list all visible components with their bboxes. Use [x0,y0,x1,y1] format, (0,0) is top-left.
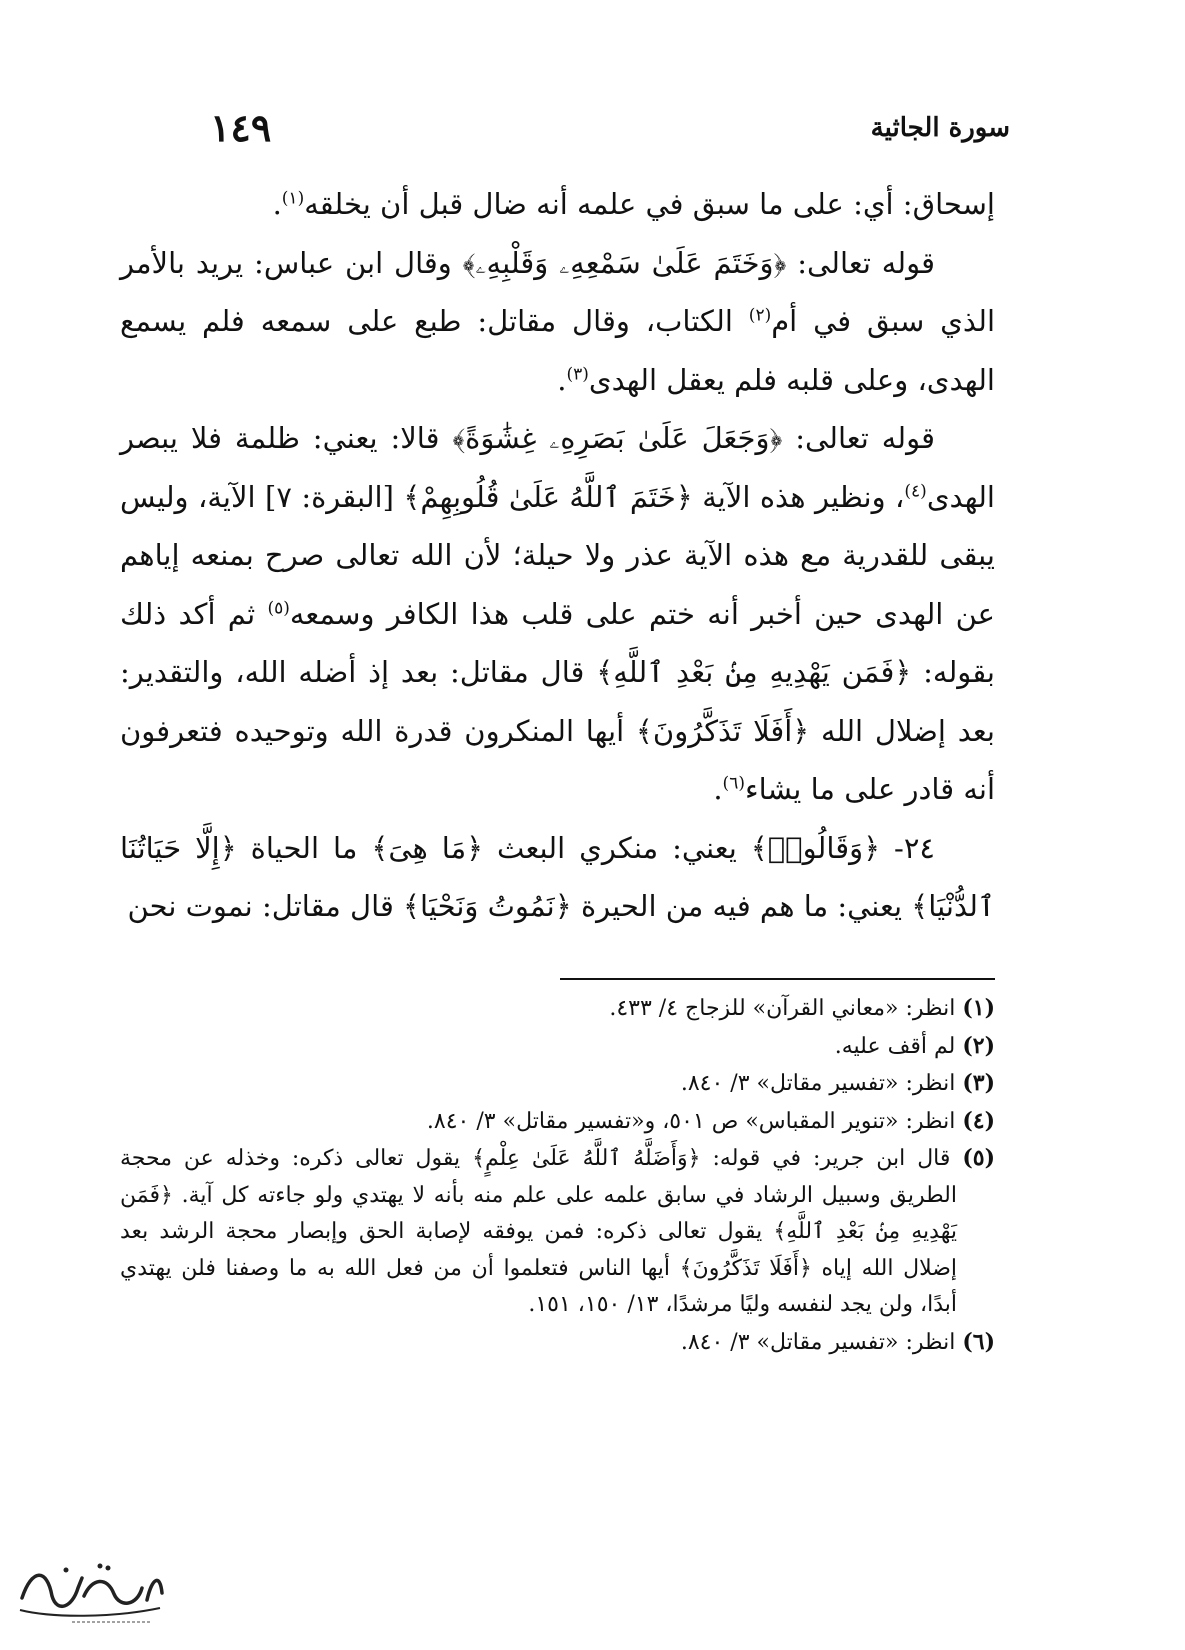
text-segment: ٢٤- ﴿وَقَالُوا۟﴾ يعني: منكري البعث ﴿مَا هِىَ﴾ ما الحياة ﴿إِلَّا حَيَاتُنَا ٱلدُّنْيَا﴾ يعني: ما هم فيه من الحيرة ﴿نَمُوتُ وَنَحْيَا﴾ قال مقاتل: نموت نحن [120,830,995,923]
footnote-text: انظر: «معاني القرآن» للزجاج ٤/ ٤٣٣. [609,996,956,1021]
footnote-number: (٦) [962,1328,995,1355]
page-number: ١٤٩ [210,105,272,150]
footnote-5 [120,1140,995,1324]
text-segment: الكتاب، وقال مقاتل: طبع على سمعه فلم يسمع الهدى، وعلى قلبه فلم يعقل الهدى [120,304,995,397]
footnote-number: (٥) [962,1145,995,1171]
footnote-number: (١) [962,995,995,1021]
footnote-text: لم أقف عليه. [834,1033,956,1059]
footnote-marker: (٣) [566,363,589,384]
footnote-marker: (٤) [904,480,927,501]
footnote-4 [120,1103,995,1141]
paragraph-3: قوله تعالى: ﴿وَجَعَلَ عَلَىٰ بَصَرِهِۦ غِشَٰوَةً﴾ قالا: يعني: ظلمة فلا يبصر الهدى$^{(٤)}$، ونظير هذه الآية ﴿خَتَمَ ٱللَّهُ عَلَىٰ قُلُوبِهِمْ﴾ [البقرة: ٧] الآية، وليس يبقى للقدرية مع هذه الآية عذر ولا حيلة؛ لأن الله تعالى صرح بمنعه إياهم عن الهدى حين أخبر أنه ختم على قلب هذا الكافر وسمعه$^{(٥)}$ ثم أكد ذلك بقوله: ﴿فَمَن يَهْدِيهِ مِنۢ بَعْدِ ٱللَّهِ﴾ قال مقاتل: بعد إذ أضله الله، والتقدير: بعد إضلال الله ﴿أَفَلَا تَذَكَّرُونَ﴾ أيها المنكرون قدرة الله وتوحيده فتعرفون أنه قادر على ما يشاء$^{(٦)}$. [120,421,995,806]
footnote-marker: (٦) [722,773,745,794]
paragraph-2: قوله تعالى: ﴿وَخَتَمَ عَلَىٰ سَمْعِهِۦ وَقَلْبِهِۦ﴾ وقال ابن عباس: يريد بالأمر الذي سبق في أم$^{(٢)}$ الكتاب، وقال مقاتل: طبع على سمعه فلم يسمع الهدى، وعلى قلبه فلم يعقل الهدى$^{(٣)}$. [120,245,995,397]
footnote-text: انظر: «تفسير مقاتل» ٣/ ٨٤٠. [680,1329,956,1355]
surah-title: سورة الجاثية [870,113,1010,143]
text-segment: ، ونظير هذه الآية ﴿خَتَمَ ٱللَّهُ عَلَىٰ قُلُوبِهِمْ﴾ [البقرة: ٧] الآية، وليس يبقى للقدرية مع هذه الآية عذر ولا حيلة؛ لأن الله تعالى صرح بمنعه إياهم عن الهدى حين أخبر أنه ختم على قلب هذا الكافر وسمعه [120,479,995,631]
text-segment: إسحاق: أي: على ما سبق في علمه أنه ضال قبل أن يخلقه [304,187,995,221]
footnote-text: قال ابن جرير: في قوله: ﴿وَأَضَلَّهُ ٱللَّهُ عَلَىٰ عِلْمٍ﴾ يقول تعالى ذكره: وخذله عن محجة الطريق وسبيل الرشاد في سابق علمه على علم منه بأنه لا يهتدي ولو جاءته كل آية. ﴿فَمَن يَهْدِيهِ مِنۢ بَعْدِ ٱللَّهِ﴾ يقول تعالى ذكره: فمن يوفقه لإصابة الحق وإبصار محجة الرشد بعد إضلال الله إياه ﴿أَفَلَا تَذَكَّرُونَ﴾ أيها الناس فتعلموا أن من فعل الله به ما وصفنا فلن يهتدي أبدًا، ولن يجد لنفسه وليًا مرشدًا، ١٣/ ١٥٠، ١٥١. [120,1146,957,1317]
footnote-text: انظر: «تفسير مقاتل» ٣/ ٨٤٠. [680,1071,956,1096]
footnote-number: (٣) [962,1070,995,1096]
paragraph-4 [120,819,995,936]
footnote-3 [120,1065,995,1103]
main-text [120,175,995,936]
calligraphy-stamp-logo [12,1548,167,1628]
footnote-divider [560,978,995,980]
text-segment: قوله تعالى: ﴿وَخَتَمَ عَلَىٰ سَمْعِهِۦ وَقَلْبِهِۦ﴾ وقال ابن عباس: يريد بالأمر الذي سبق في أم [120,245,995,338]
footnote-number: (٤) [962,1107,995,1134]
paragraph-1: إسحاق: أي: على ما سبق في علمه أنه ضال قبل أن يخلقه$^{(١)}$. [272,187,995,221]
footnote-2 [120,1028,995,1066]
text-segment: ثم أكد ذلك بقوله: ﴿فَمَن يَهْدِيهِ مِنۢ بَعْدِ ٱللَّهِ﴾ قال مقاتل: بعد إذ أضله الله، والتقدير: بعد إضلال الله ﴿أَفَلَا تَذَكَّرُونَ﴾ أيها المنكرون قدرة الله وتوحيده فتعرفون أنه قادر على ما يشاء [120,596,995,806]
footnote-marker: (٢) [748,305,772,326]
text-segment: قوله تعالى: ﴿وَجَعَلَ عَلَىٰ بَصَرِهِۦ غِشَٰوَةً﴾ قالا: يعني: ظلمة فلا يبصر الهدى [120,421,995,514]
footnote-marker: (٥) [267,597,290,618]
footnote-marker: (١) [281,188,305,209]
footnote-text: انظر: «تنوير المقباس» ص ٥٠١، و«تفسير مقاتل» ٣/ ٨٤٠. [426,1108,956,1134]
page-header [210,105,1010,155]
footnote-1 [120,990,995,1028]
footnotes [120,990,995,1361]
footnote-6 [120,1324,995,1362]
footnote-number: (٢) [962,1032,995,1059]
